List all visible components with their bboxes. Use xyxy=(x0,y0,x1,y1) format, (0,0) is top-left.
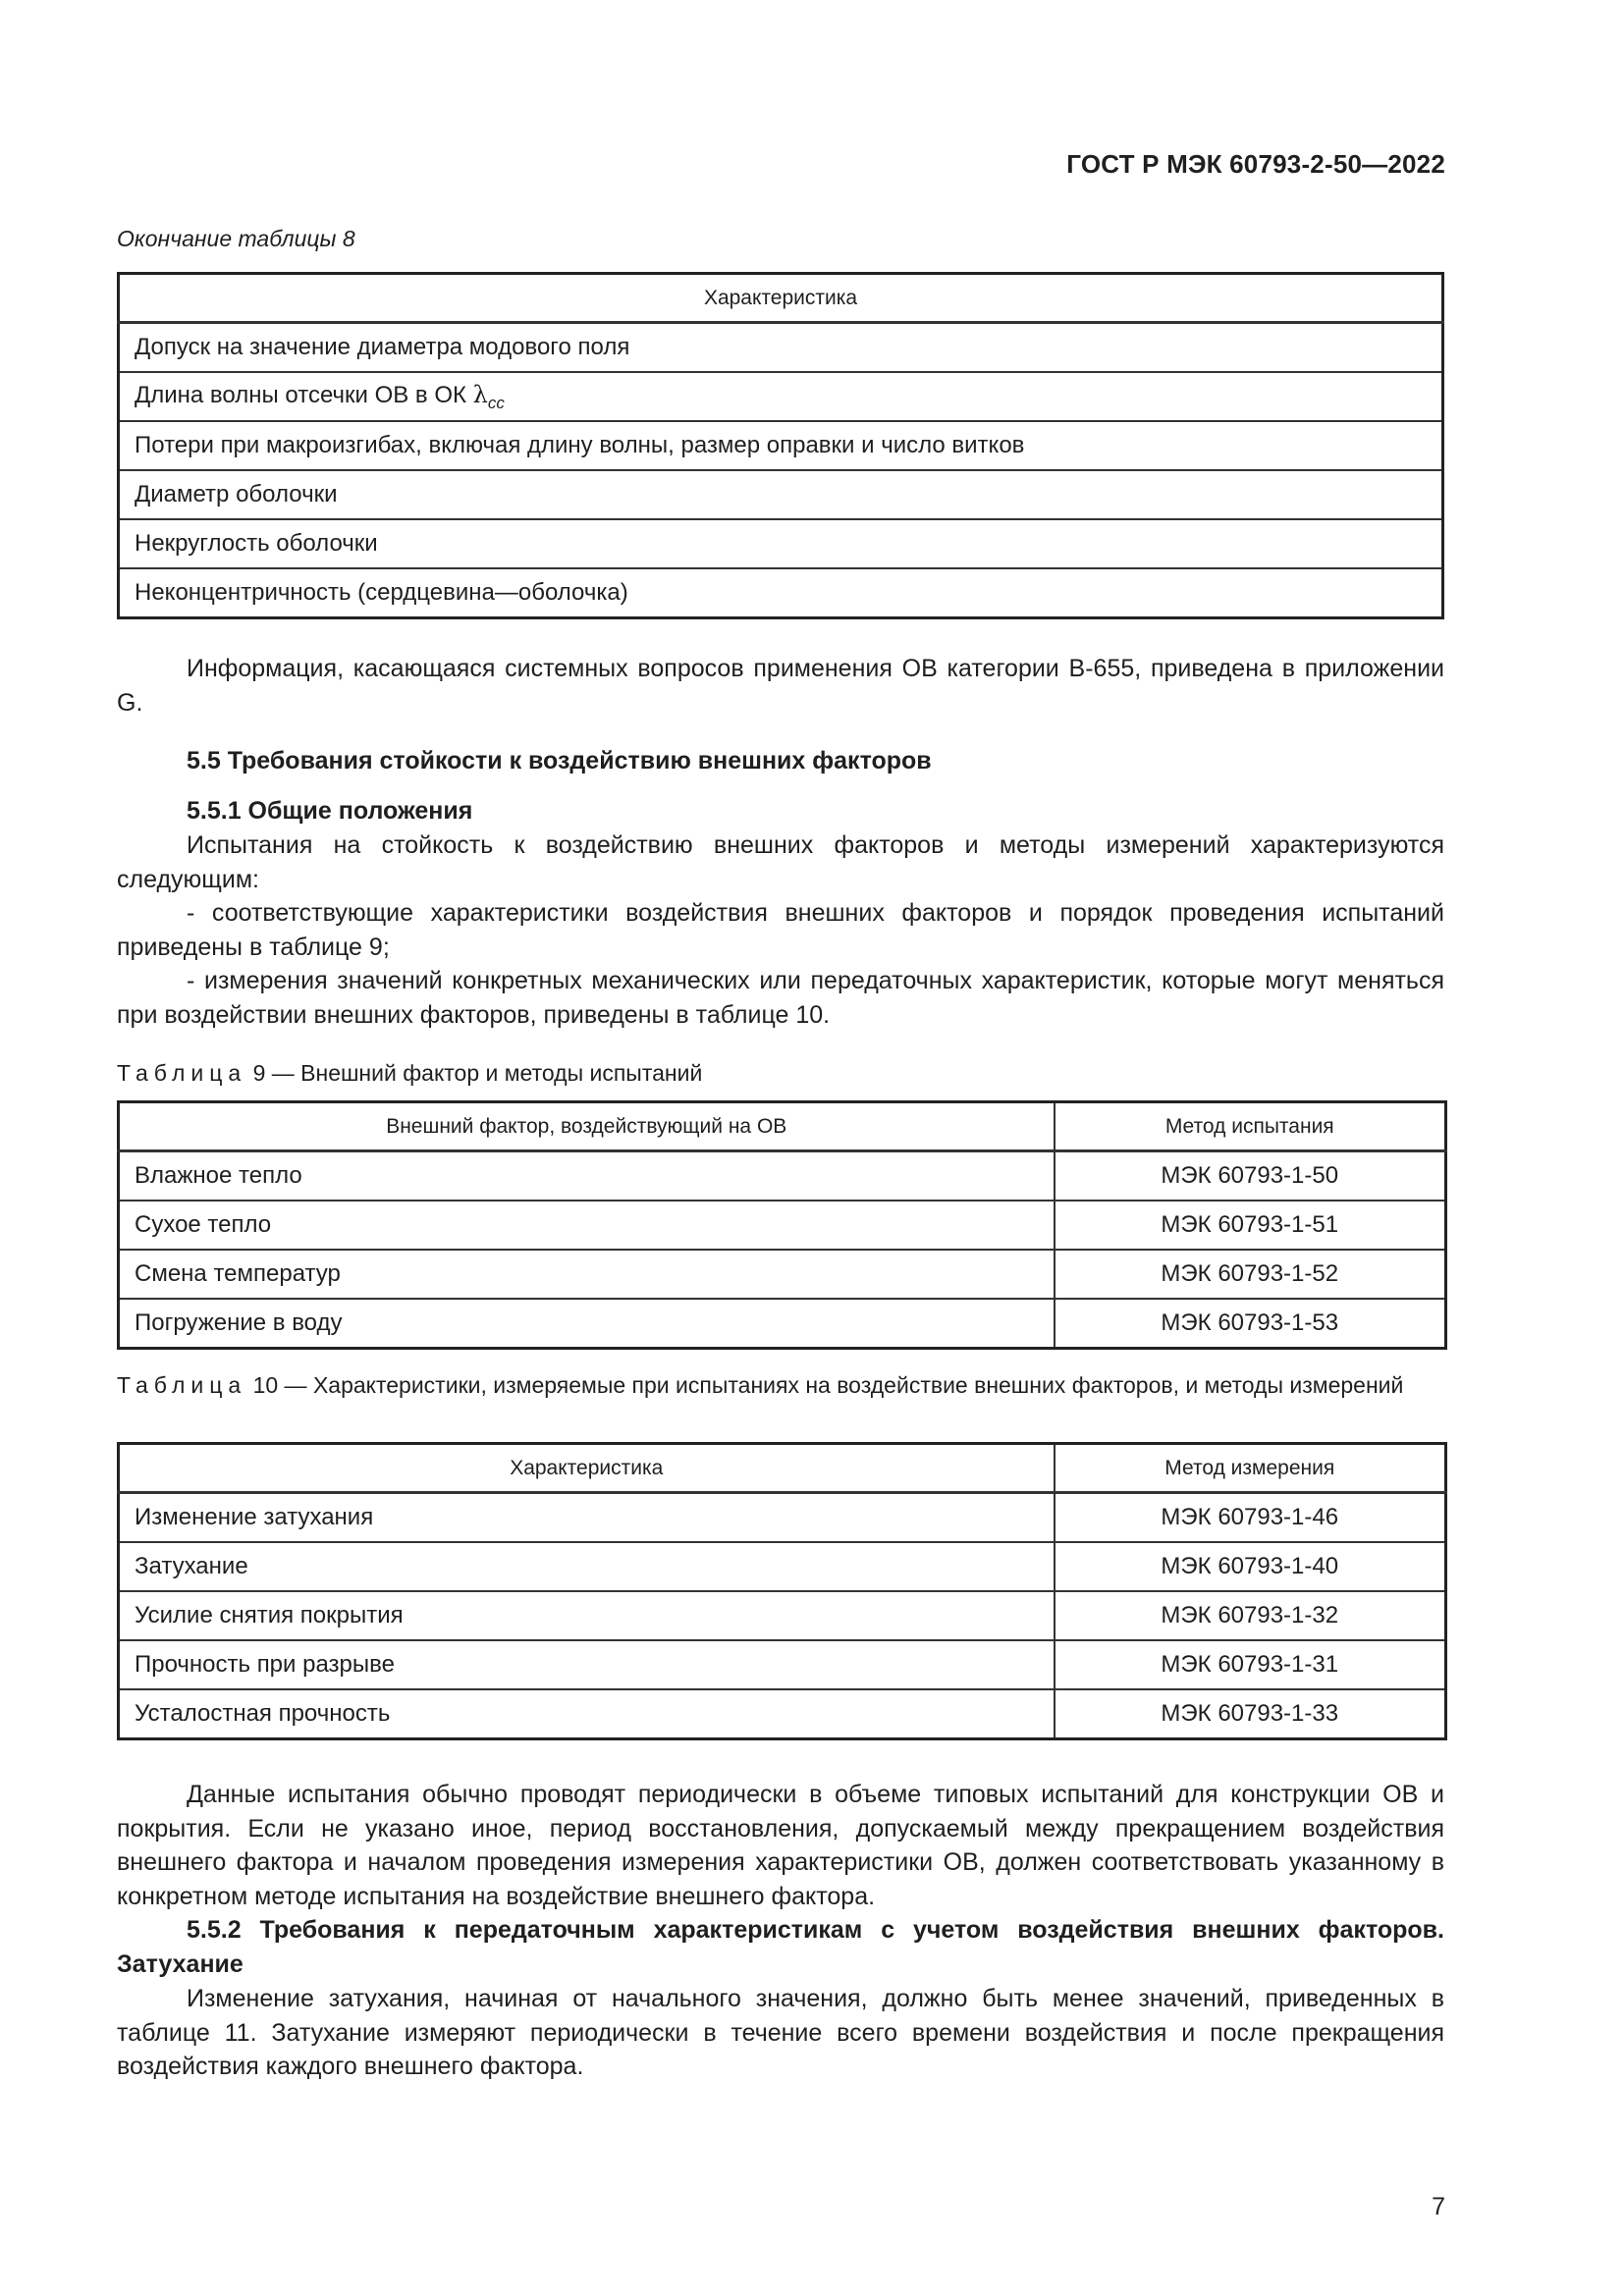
table10-caption xyxy=(117,1370,1444,1400)
table-cell: Некруглость оболочки xyxy=(119,519,1443,568)
table-row xyxy=(119,372,1443,421)
table-cell: Допуск на значение диаметра модового поля xyxy=(119,323,1443,373)
list-item-text: - соответствующие характеристики воздействия внешних факторов и порядок проведения испытаний приведены в таблице 9; xyxy=(117,899,1444,961)
table8-header: Характеристика xyxy=(119,274,1443,323)
table-row xyxy=(119,323,1443,373)
paragraph-text: Данные испытания обычно проводят периодически в объеме типовых испытаний для конструкции ОВ и покрытия. Если не указано иное, период восстановления, допускаемый между прекращением воздействия внешнего фактора и началом проведения измерения характеристики ОВ, должен соответствовать указанному в конкретном методе испытания на воздействие внешнего фактора. xyxy=(117,1781,1444,1910)
table10 xyxy=(117,1442,1447,1740)
table-row xyxy=(119,1250,1446,1299)
table-cell: Погружение в воду xyxy=(119,1299,1055,1349)
page-number: 7 xyxy=(1432,2193,1445,2220)
section-heading-5-5: 5.5 Требования стойкости к воздействию внешних факторов xyxy=(187,747,932,774)
heading-text: 5.5.2 Требования к передаточным характеристикам с учетом воздействия внешних факторов. Затухание xyxy=(117,1916,1444,1978)
table-row xyxy=(119,470,1443,519)
table-cell: Изменение затухания xyxy=(119,1493,1055,1543)
table-cell: МЭК 60793-1-32 xyxy=(1055,1591,1446,1640)
table-row xyxy=(119,1640,1446,1689)
table-cell: МЭК 60793-1-40 xyxy=(1055,1542,1446,1591)
lambda-subscript: cc xyxy=(487,393,505,412)
table-row xyxy=(119,568,1443,618)
table-cell xyxy=(119,372,1443,421)
table-cell: Влажное тепло xyxy=(119,1151,1055,1201)
list-item xyxy=(117,896,1444,964)
table-row xyxy=(119,1591,1446,1640)
standard-header: ГОСТ Р МЭК 60793-2-50—2022 xyxy=(1066,149,1445,179)
paragraph-intro xyxy=(117,828,1444,896)
table9-header-factor: Внешний фактор, воздействующий на ОВ xyxy=(119,1102,1055,1151)
table-cell: Усталостная прочность xyxy=(119,1689,1055,1739)
list-item-text: - измерения значений конкретных механических или передаточных характеристик, которые могут меняться при воздействии внешних факторов, приведены в таблице 10. xyxy=(117,967,1444,1029)
table-cell: Сухое тепло xyxy=(119,1201,1055,1250)
table9 xyxy=(117,1100,1447,1350)
table8-continuation xyxy=(117,272,1444,619)
paragraph-attenuation xyxy=(117,1982,1444,2084)
table-cell: Прочность при разрыве xyxy=(119,1640,1055,1689)
section-heading-5-5-1: 5.5.1 Общие положения xyxy=(187,797,473,825)
table-cell: МЭК 60793-1-31 xyxy=(1055,1640,1446,1689)
table-label: Таблица xyxy=(117,1372,247,1398)
table-caption-text: 10 — Характеристики, измеряемые при испытаниях на воздействие внешних факторов, и методы измерений xyxy=(252,1372,1404,1398)
table10-header-characteristic: Характеристика xyxy=(119,1444,1055,1493)
paragraph-text: Испытания на стойкость к воздействию внешних факторов и методы измерений характеризуются следующим: xyxy=(117,831,1444,893)
table-cell-text: Длина волны отсечки ОВ в ОК xyxy=(135,381,466,408)
section-heading-5-5-2 xyxy=(117,1913,1444,1981)
table-cell: МЭК 60793-1-51 xyxy=(1055,1201,1446,1250)
paragraph-tests xyxy=(117,1778,1444,1913)
table-cell: МЭК 60793-1-33 xyxy=(1055,1689,1446,1739)
table-cell: МЭК 60793-1-50 xyxy=(1055,1151,1446,1201)
table8-continuation-caption: Окончание таблицы 8 xyxy=(117,226,355,251)
table-cell: Диаметр оболочки xyxy=(119,470,1443,519)
table-cell: Затухание xyxy=(119,1542,1055,1591)
table-row xyxy=(119,1151,1446,1201)
table9-caption xyxy=(117,1058,1444,1088)
table-row xyxy=(119,1542,1446,1591)
table-cell: Смена температур xyxy=(119,1250,1055,1299)
table-cell: МЭК 60793-1-52 xyxy=(1055,1250,1446,1299)
table-row xyxy=(119,1493,1446,1543)
table10-header-method: Метод измерения xyxy=(1055,1444,1446,1493)
table-cell: Усилие снятия покрытия xyxy=(119,1591,1055,1640)
table-row xyxy=(119,1299,1446,1349)
paragraph-info xyxy=(117,652,1444,720)
paragraph-text: Изменение затухания, начиная от начального значения, должно быть менее значений, приведенных в таблице 11. Затухание измеряют периодически в течение всего времени воздействия и после прекращения воздействия каждого внешнего фактора. xyxy=(117,1985,1444,2080)
table-cell: Потери при макроизгибах, включая длину волны, размер оправки и число витков xyxy=(119,421,1443,470)
table-cell: МЭК 60793-1-46 xyxy=(1055,1493,1446,1543)
list-item xyxy=(117,964,1444,1032)
table-row xyxy=(119,421,1443,470)
table-label: Таблица xyxy=(117,1060,247,1086)
table-row xyxy=(119,1201,1446,1250)
table9-header-method: Метод испытания xyxy=(1055,1102,1446,1151)
table-cell: МЭК 60793-1-53 xyxy=(1055,1299,1446,1349)
table-row xyxy=(119,519,1443,568)
paragraph-text: Информация, касающаяся системных вопросов применения ОВ категории B-655, приведена в приложении G. xyxy=(117,655,1444,717)
lambda-symbol: λ xyxy=(472,380,488,408)
table-cell: Неконцентричность (сердцевина—оболочка) xyxy=(119,568,1443,618)
table-caption-text: 9 — Внешний фактор и методы испытаний xyxy=(252,1060,703,1086)
table-row xyxy=(119,1689,1446,1739)
